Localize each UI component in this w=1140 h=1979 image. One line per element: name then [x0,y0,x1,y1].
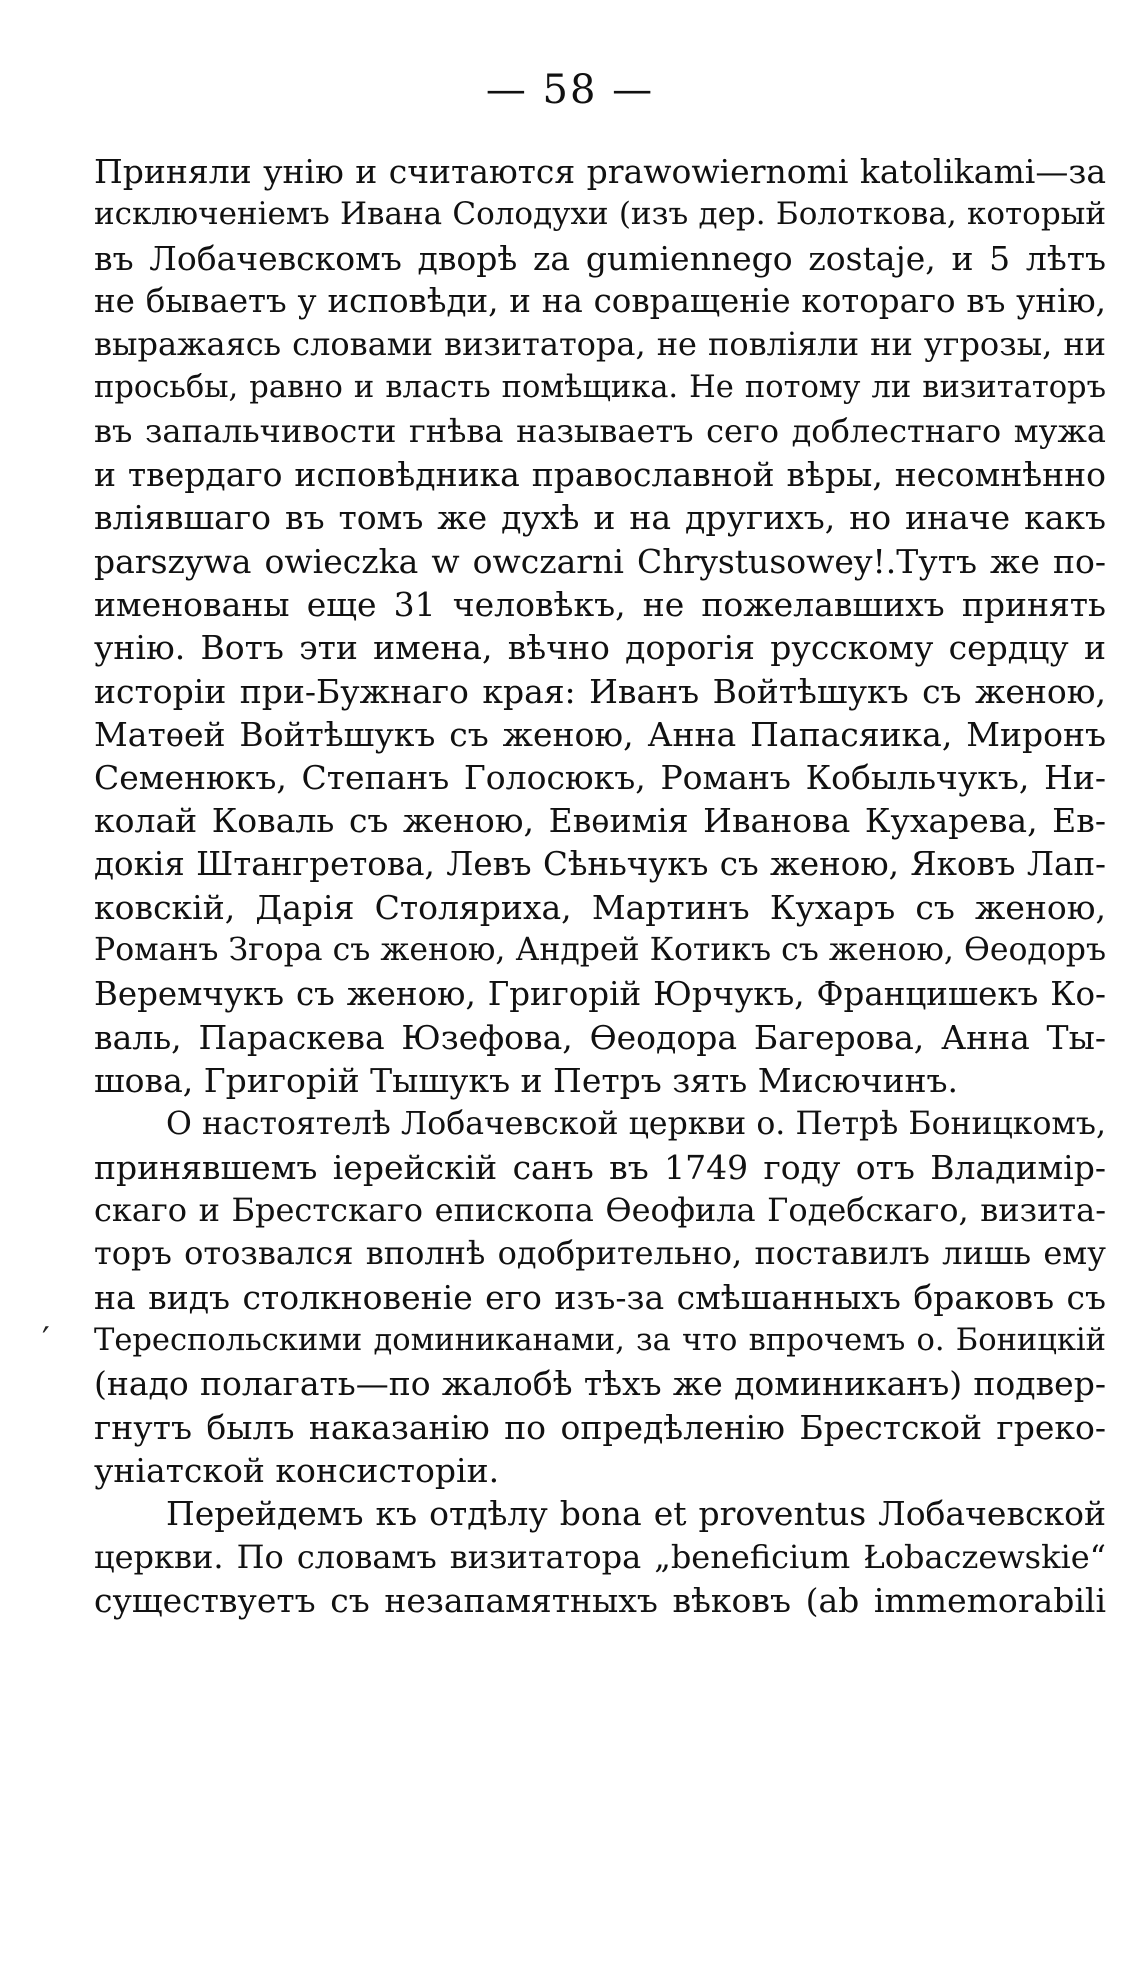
text-line: церкви. По словамъ визитатора „beneficium Łobaczewskie“ [94,1537,1106,1576]
text-line: Семенюкъ, Степанъ Голосюкъ, Романъ Кобыльчукъ, Ни- [94,758,1106,798]
text-line: выражаясь словами визитатора, не повліяли ни угрозы, ни [94,325,1106,364]
page-number: — 58 — [485,67,655,113]
text-line: Веремчукъ съ женою, Григорій Юрчукъ, Францишекъ Ко- [94,974,1106,1013]
text-line: (надо полагать—по жалобѣ тѣхъ же доминиканъ) подвер- [94,1364,1106,1404]
text-line: исключеніемъ Ивана Солодухи (изъ дер. Болоткова, который [94,196,1106,233]
text-line: скаго и Брестскаго епископа Ѳеофила Годебскаго, визита- [94,1191,1106,1230]
text-line: parszywa owieczka w owczarni Chrystusowey!.Тутъ же по- [94,541,1106,581]
text-line: унію. Вотъ эти имена, вѣчно дорогія русскому сердцу и [94,628,1106,668]
text-line: колай Коваль съ женою, Евѳимія Иванова Кухарева, Ев- [94,801,1106,841]
text-line: существуетъ съ незапамятныхъ вѣковъ (ab immemorabili [94,1580,1106,1620]
text-line: просьбы, равно и власть помѣщика. Не потому ли визитаторъ [94,370,1106,406]
text-line: въ запальчивости гнѣва называетъ сего доблестнаго мужа [94,411,1106,450]
text-line: валь, Параскева Юзефова, Ѳеодора Багерова, Анна Ты- [94,1017,1106,1057]
text-line: уніатской консисторіи. [94,1450,500,1490]
text-line: на видъ столкновеніе его изъ-за смѣшанныхъ браковъ съ [94,1277,1106,1317]
text-line: въ Лобачевскомъ дворѣ za gumiennego zostaje, и 5 лѣтъ [94,238,1106,278]
text-line: ковскій, Дарія Столяриха, Мартинъ Кухаръ съ женою, [94,888,1106,928]
text-line: гнутъ былъ наказанію по опредѣленію Брестской греко- [94,1407,1106,1447]
text-line: вліявшаго въ томъ же духѣ и на другихъ, но иначе какъ [94,498,1106,538]
text-line: именованы еще 31 человѣкъ, не пожелавшихъ принять [94,584,1106,624]
paragraph-first-line: Перейдемъ къ отдѣлу bona et proventus Лобачевской [166,1494,1106,1534]
text-line: Романъ Згора съ женою, Андрей Котикъ съ женою, Ѳеодоръ [94,932,1106,969]
margin-mark: ′ [42,1320,50,1360]
text-line: не бываетъ у исповѣди, и на совращеніе котораго въ унію, [94,281,1106,320]
body-text [94,150,1106,1622]
text-line: Матѳей Войтѣшукъ съ женою, Анна Папасяика, Миронъ [94,714,1106,754]
text-line: торъ отозвался вполнѣ одобрительно, поставилъ лишь ему [94,1234,1106,1273]
text-line: и твердаго исповѣдника православной вѣры, несомнѣнно [94,455,1106,495]
text-line: Тереспольскими доминиканами, за что впрочемъ о. Боницкій [94,1323,1106,1359]
text-line: исторіи при-Бужнаго края: Иванъ Войтѣшукъ съ женою, [94,671,1106,711]
text-line: шова, Григорій Тышукъ и Петръ зять Мисючинъ. [94,1061,959,1101]
text-line: докія Штангретова, Левъ Сѣньчукъ съ женою, Яковъ Лап- [94,844,1106,883]
paragraph-first-line: О настоятелѣ Лобачевской церкви о. Петрѣ Боницкомъ, [166,1105,1106,1142]
text-line: Приняли унію и считаются prawowiernomi katolikami—за [94,152,1106,191]
text-line: принявшемъ іерейскій санъ въ 1749 году отъ Владимір- [94,1147,1106,1187]
